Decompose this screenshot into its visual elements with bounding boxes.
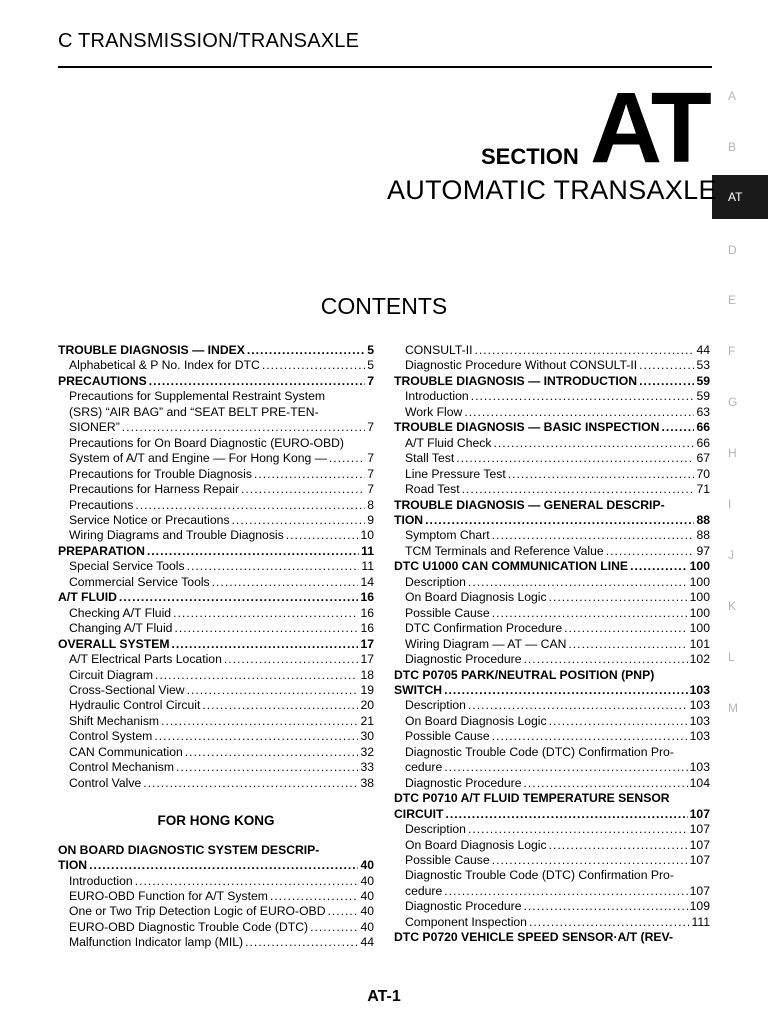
toc-entry-title: Cross-Sectional View — [69, 682, 185, 697]
toc-entry-title: TROUBLE DIAGNOSIS — BASIC INSPECTION — [394, 420, 660, 435]
toc-leader-dots — [508, 467, 695, 482]
toc-leader-dots — [174, 621, 358, 636]
toc-entry[interactable] — [394, 853, 710, 868]
toc-page-number: 40 — [360, 873, 374, 888]
toc-leader-dots — [468, 698, 688, 713]
toc-entry-title: CAN Communication — [69, 744, 183, 759]
toc-page-number: 101 — [689, 636, 710, 651]
toc-section-entry[interactable] — [394, 930, 710, 945]
toc-page-number: 100 — [689, 559, 710, 574]
toc-entry[interactable] — [394, 590, 710, 605]
toc-page-number: 100 — [689, 574, 710, 589]
toc-entry-line: Precautions for On Board Diagnostic (EURO-OBD) — [69, 435, 344, 450]
toc-page-number: 70 — [696, 466, 710, 481]
toc-entry[interactable] — [394, 868, 710, 899]
toc-entry[interactable] — [394, 698, 710, 713]
toc-leader-dots — [241, 482, 365, 497]
toc-entry-title: Symptom Chart — [405, 528, 490, 543]
toc-section-entry[interactable] — [58, 637, 374, 652]
toc-left-column — [58, 343, 374, 951]
toc-page-number: 32 — [360, 744, 374, 759]
toc-leader-dots — [155, 668, 358, 683]
toc-leader-dots — [462, 482, 695, 497]
toc-entry[interactable] — [58, 683, 374, 698]
toc-leader-dots — [119, 590, 359, 605]
toc-leader-dots — [529, 915, 690, 930]
toc-entry[interactable] — [394, 467, 710, 482]
section-tab-d[interactable]: D — [728, 243, 737, 257]
toc-page-number: 19 — [360, 682, 374, 697]
toc-page-number: 20 — [360, 698, 374, 713]
toc-entry-title: Stall Test — [405, 451, 455, 466]
toc-entry[interactable] — [394, 822, 710, 837]
toc-page-number: 16 — [360, 590, 374, 605]
toc-leader-dots — [492, 528, 695, 543]
toc-entry-line: ON BOARD DIAGNOSTIC SYSTEM DESCRIP- — [58, 842, 320, 857]
toc-leader-dots — [524, 776, 688, 791]
toc-entry[interactable] — [58, 358, 374, 373]
toc-page-number: 59 — [696, 373, 710, 388]
toc-entry-title: Precautions for Trouble Diagnosis — [69, 466, 252, 481]
toc-page-number: 103 — [689, 682, 710, 697]
toc-leader-dots — [444, 760, 687, 775]
toc-page-number: 107 — [689, 852, 710, 867]
toc-leader-dots — [154, 729, 358, 744]
toc-entry[interactable] — [58, 513, 374, 528]
toc-leader-dots — [549, 714, 688, 729]
toc-entry-title: Service Notice or Precautions — [69, 512, 230, 527]
toc-section-entry[interactable] — [58, 544, 374, 559]
toc-leader-dots — [245, 935, 358, 950]
toc-entry[interactable] — [58, 575, 374, 590]
toc-entry[interactable] — [58, 745, 374, 760]
toc-entry-title: Changing A/T Fluid — [69, 621, 173, 636]
toc-entry-title: cedure — [405, 883, 443, 898]
toc-leader-dots — [639, 374, 694, 389]
toc-leader-dots — [135, 874, 359, 889]
toc-entry[interactable] — [58, 760, 374, 775]
toc-page-number: 11 — [361, 543, 374, 558]
toc-page-number: 88 — [696, 512, 710, 527]
toc-entry-title: DTC U1000 CAN COMMUNICATION LINE — [394, 559, 629, 574]
toc-entry[interactable] — [58, 621, 374, 636]
toc-page-number: 10 — [360, 528, 374, 543]
toc-entry-title: On Board Diagnosis Logic — [405, 713, 547, 728]
toc-entry[interactable] — [394, 358, 710, 373]
toc-page-number: 100 — [689, 590, 710, 605]
toc-page-number: 7 — [367, 420, 374, 435]
toc-page-number: 103 — [689, 760, 710, 775]
toc-entry-line: (SRS) “AIR BAG” and “SEAT BELT PRE-TEN- — [69, 404, 319, 419]
toc-entry[interactable] — [394, 528, 710, 543]
toc-page-number: 9 — [367, 512, 374, 527]
toc-leader-dots — [639, 358, 694, 373]
toc-entry-title: Wiring Diagram — AT — CAN — [405, 636, 567, 651]
toc-page-number: 44 — [696, 343, 710, 357]
toc-entry[interactable] — [394, 652, 710, 667]
toc-page-number: 14 — [360, 574, 374, 589]
section-tab-j[interactable]: J — [728, 548, 734, 562]
toc-page-number: 107 — [689, 822, 710, 837]
toc-entry-title: Wiring Diagrams and Trouble Diagnosis — [69, 528, 284, 543]
section-tab-i[interactable]: I — [728, 497, 732, 511]
toc-leader-dots — [310, 920, 358, 935]
toc-entry[interactable] — [58, 467, 374, 482]
toc-entry-title: Precautions for Harness Repair — [69, 482, 240, 497]
toc-leader-dots — [524, 899, 688, 914]
toc-subheading: FOR HONG KONG — [157, 813, 275, 829]
toc-leader-dots — [493, 436, 694, 451]
toc-page-number: 40 — [360, 858, 374, 873]
toc-entry-title: DTC Confirmation Procedure — [405, 621, 563, 636]
toc-entry-title: Possible Cause — [405, 729, 490, 744]
toc-page-number: 11 — [361, 559, 374, 574]
toc-entry-title: CIRCUIT — [394, 806, 444, 821]
toc-entry[interactable] — [394, 451, 710, 466]
toc-page-number: 18 — [360, 667, 374, 682]
toc-entry[interactable] — [58, 904, 374, 919]
toc-page-number: 59 — [696, 389, 710, 404]
toc-entry-title: CONSULT-II — [405, 343, 473, 357]
toc-page-number: 5 — [367, 358, 374, 373]
toc-entry-title: TCM Terminals and Reference Value — [405, 543, 604, 558]
toc-page-number: 7 — [367, 466, 374, 481]
toc-leader-dots — [329, 451, 365, 466]
toc-entry-title: A/T Electrical Parts Location — [69, 652, 222, 667]
toc-entry-title: TROUBLE DIAGNOSIS — INDEX — [58, 343, 245, 357]
toc-section-entry[interactable] — [394, 791, 710, 822]
toc-page-number: 30 — [360, 729, 374, 744]
toc-page-number: 63 — [696, 404, 710, 419]
toc-leader-dots — [161, 714, 358, 729]
toc-leader-dots — [445, 807, 687, 822]
toc-leader-dots — [425, 513, 694, 528]
toc-page-number: 71 — [696, 482, 710, 497]
toc-entry-title: Line Pressure Test — [405, 466, 506, 481]
page-header-title: C TRANSMISSION/TRANSAXLE — [58, 30, 360, 52]
toc-entry-title: Control Valve — [69, 775, 142, 790]
toc-leader-dots — [176, 760, 358, 775]
toc-entry-title: Diagnostic Procedure Without CONSULT-II — [405, 358, 638, 373]
section-tabs — [712, 70, 768, 750]
toc-entry-title: cedure — [405, 760, 443, 775]
header-rule — [58, 66, 712, 68]
toc-entry-title: OVERALL SYSTEM — [58, 636, 170, 651]
toc-entry-title: TROUBLE DIAGNOSIS — INTRODUCTION — [394, 373, 638, 388]
toc-leader-dots — [606, 544, 695, 559]
toc-entry[interactable] — [394, 575, 710, 590]
toc-leader-dots — [187, 683, 359, 698]
toc-entry[interactable] — [394, 482, 710, 497]
toc-entry-title: A/T Fluid Check — [405, 435, 492, 450]
toc-page-number: 103 — [689, 729, 710, 744]
toc-page-number: 8 — [367, 497, 374, 512]
toc-leader-dots — [492, 606, 688, 621]
toc-leader-dots — [185, 745, 359, 760]
contents-heading: CONTENTS — [320, 293, 448, 319]
toc-section-entry[interactable] — [394, 498, 710, 529]
toc-leader-dots — [456, 451, 694, 466]
section-tab-at[interactable]: AT — [712, 175, 768, 219]
toc-entry-title: Checking A/T Fluid — [69, 605, 172, 620]
toc-page-number: 44 — [360, 935, 374, 950]
toc-leader-dots — [328, 904, 359, 919]
section-tab-k[interactable]: K — [728, 599, 737, 613]
toc-entry-title: Introduction — [405, 389, 469, 404]
toc-leader-dots — [202, 698, 358, 713]
toc-entry[interactable] — [394, 776, 710, 791]
toc-leader-dots — [564, 621, 688, 636]
toc-entry[interactable] — [394, 621, 710, 636]
toc-entry-title: EURO-OBD Function for A/T System — [69, 888, 268, 903]
toc-entry[interactable] — [58, 498, 374, 513]
toc-entry-title: Description — [405, 574, 466, 589]
toc-entry-title: A/T FLUID — [58, 590, 117, 605]
toc-entry-title: Control System — [69, 729, 153, 744]
toc-entry-title: Description — [405, 698, 466, 713]
section-tab-e[interactable]: E — [728, 293, 737, 307]
toc-entry[interactable] — [394, 838, 710, 853]
toc-leader-dots — [524, 652, 688, 667]
toc-leader-dots — [270, 889, 359, 904]
toc-entry-title: Possible Cause — [405, 605, 490, 620]
toc-section-entry[interactable] — [394, 374, 710, 389]
toc-leader-dots — [135, 498, 365, 513]
section-tab-h[interactable]: H — [728, 446, 737, 460]
toc-page-number: 100 — [689, 621, 710, 636]
toc-leader-dots — [143, 776, 358, 791]
toc-entry-line: Precautions for Supplemental Restraint System — [69, 389, 326, 404]
toc-entry-title: Possible Cause — [405, 852, 490, 867]
toc-entry[interactable] — [58, 920, 374, 935]
toc-entry-line: DTC P0710 A/T FLUID TEMPERATURE SENSOR — [394, 791, 670, 806]
toc-leader-dots — [492, 853, 688, 868]
toc-leader-dots — [224, 652, 359, 667]
toc-entry-title: PRECAUTIONS — [58, 373, 147, 388]
toc-leader-dots — [549, 838, 688, 853]
toc-page-number: 111 — [691, 914, 710, 929]
toc-page-number: 53 — [696, 358, 710, 373]
toc-section-entry[interactable] — [58, 374, 374, 389]
toc-entry[interactable] — [58, 874, 374, 889]
toc-leader-dots — [568, 637, 687, 652]
toc-entry[interactable] — [394, 343, 710, 358]
toc-entry-title: Commercial Service Tools — [69, 574, 210, 589]
toc-entry-title: Road Test — [405, 482, 460, 497]
toc-entry[interactable] — [58, 714, 374, 729]
toc-page-number: 100 — [689, 605, 710, 620]
toc-leader-dots — [468, 822, 688, 837]
toc-entry-title: TION — [394, 512, 424, 527]
toc-leader-dots — [89, 858, 358, 873]
toc-entry-title: Introduction — [69, 873, 133, 888]
toc-leader-dots — [492, 729, 688, 744]
toc-entry-line: Diagnostic Trouble Code (DTC) Confirmation Pro- — [405, 744, 674, 759]
toc-page-number: 7 — [367, 373, 374, 388]
toc-entry-title: Circuit Diagram — [69, 667, 153, 682]
toc-entry[interactable] — [58, 652, 374, 667]
toc-entry[interactable] — [58, 668, 374, 683]
toc-section-entry[interactable] — [58, 843, 374, 874]
toc-entry[interactable] — [58, 935, 374, 950]
toc-entry-title: Component Inspection — [405, 914, 527, 929]
toc-entry[interactable] — [58, 482, 374, 497]
toc-page-number: 66 — [696, 435, 710, 450]
toc-leader-dots — [661, 420, 694, 435]
toc-entry-title: Hydraulic Control Circuit — [69, 698, 201, 713]
toc-entry-title: Malfunction Indicator lamp (MIL) — [69, 935, 244, 950]
toc-page-number: 103 — [689, 698, 710, 713]
toc-entry[interactable] — [394, 745, 710, 776]
toc-page-number: 40 — [360, 888, 374, 903]
toc-leader-dots — [187, 559, 360, 574]
toc-page-number: 102 — [689, 652, 710, 667]
toc-entry-title: Precautions — [69, 497, 134, 512]
toc-section-entry[interactable] — [394, 559, 710, 574]
toc-leader-dots — [262, 358, 365, 373]
toc-leader-dots — [173, 606, 358, 621]
section-tab-a[interactable]: A — [728, 89, 737, 103]
toc-entry[interactable] — [58, 559, 374, 574]
toc-entry[interactable] — [58, 528, 374, 543]
toc-leader-dots — [212, 575, 359, 590]
toc-entry[interactable] — [58, 389, 374, 435]
toc-page-number: 107 — [689, 837, 710, 852]
toc-section-entry[interactable] — [394, 420, 710, 435]
toc-entry[interactable] — [394, 637, 710, 652]
toc-page-number: 66 — [696, 420, 710, 435]
toc-page-number: 103 — [689, 713, 710, 728]
toc-leader-dots — [464, 405, 694, 420]
toc-leader-dots — [468, 575, 688, 590]
toc-leader-dots — [147, 544, 359, 559]
section-name: AUTOMATIC TRANSAXLE — [387, 175, 717, 205]
toc-page-number: 88 — [696, 528, 710, 543]
toc-page-number: 97 — [696, 543, 710, 558]
toc-entry[interactable] — [58, 436, 374, 467]
toc-entry[interactable] — [394, 405, 710, 420]
toc-page-number: 7 — [367, 482, 374, 497]
toc-entry[interactable] — [394, 714, 710, 729]
toc-page-number: 16 — [360, 605, 374, 620]
toc-entry-title: Work Flow — [405, 404, 463, 419]
toc-page-number: 16 — [360, 621, 374, 636]
toc-page-number: 40 — [360, 904, 374, 919]
toc-page-number: 109 — [689, 899, 710, 914]
section-tab-g[interactable]: G — [728, 395, 738, 409]
toc-entry-title: On Board Diagnosis Logic — [405, 837, 547, 852]
toc-entry[interactable] — [394, 389, 710, 404]
toc-leader-dots — [549, 590, 688, 605]
toc-page-number: 17 — [360, 652, 374, 667]
toc-page-number: 38 — [360, 775, 374, 790]
toc-entry-line: TROUBLE DIAGNOSIS — GENERAL DESCRIP- — [394, 497, 665, 512]
section-tab-l[interactable]: L — [728, 650, 735, 664]
toc-entry-title: Alphabetical & P No. Index for DTC — [69, 358, 260, 373]
toc-page-number: 67 — [696, 451, 710, 466]
toc-entry-title: On Board Diagnosis Logic — [405, 590, 547, 605]
toc-entry[interactable] — [58, 606, 374, 621]
toc-entry-title: SIONER” — [69, 420, 120, 435]
toc-entry[interactable] — [394, 544, 710, 559]
toc-entry-title: Shift Mechanism — [69, 713, 160, 728]
toc-section-entry[interactable] — [58, 343, 374, 358]
toc-leader-dots — [444, 884, 687, 899]
toc-entry[interactable] — [394, 606, 710, 621]
section-tab-b[interactable]: B — [728, 140, 737, 154]
section-word: SECTION — [481, 144, 579, 169]
toc-page-number: 5 — [367, 343, 374, 357]
toc-entry-title: DTC P0720 VEHICLE SPEED SENSOR·A/T (REV- — [394, 930, 674, 945]
toc-entry-title: Diagnostic Procedure — [405, 652, 522, 667]
toc-right-column — [394, 343, 710, 946]
toc-entry-title: PREPARATION — [58, 543, 145, 558]
toc-entry-title: One or Two Trip Detection Logic of EURO-OBD — [69, 904, 326, 919]
toc-entry-line: Diagnostic Trouble Code (DTC) Confirmation Pro- — [405, 868, 674, 883]
toc-page-number: 33 — [360, 760, 374, 775]
toc-page-number: 21 — [360, 713, 374, 728]
toc-page-number: 40 — [360, 919, 374, 934]
toc-leader-dots — [471, 389, 695, 404]
toc-entry[interactable] — [394, 436, 710, 451]
toc-leader-dots — [172, 637, 359, 652]
toc-leader-dots — [630, 559, 688, 574]
toc-entry-title: System of A/T and Engine — For Hong Kong — — [69, 451, 327, 466]
toc-leader-dots — [232, 513, 366, 528]
toc-section-entry[interactable] — [58, 590, 374, 605]
toc-leader-dots — [475, 343, 695, 358]
toc-entry-title: Control Mechanism — [69, 760, 174, 775]
toc-page-number: 107 — [689, 806, 710, 821]
toc-entry-title: EURO-OBD Diagnostic Trouble Code (DTC) — [69, 919, 309, 934]
toc-leader-dots — [247, 343, 365, 358]
toc-page-number: 104 — [689, 775, 710, 790]
toc-entry-title: Special Service Tools — [69, 559, 185, 574]
toc-entry[interactable] — [394, 915, 710, 930]
toc-entry-title: TION — [58, 858, 88, 873]
toc-entry[interactable] — [394, 729, 710, 744]
toc-entry-title: Diagnostic Procedure — [405, 775, 522, 790]
toc-entry[interactable] — [58, 698, 374, 713]
toc-leader-dots — [444, 683, 688, 698]
toc-entry[interactable] — [58, 729, 374, 744]
page-number: AT-1 — [367, 988, 401, 1005]
toc-entry[interactable] — [394, 899, 710, 914]
toc-entry-title: Diagnostic Procedure — [405, 899, 522, 914]
toc-leader-dots — [254, 467, 365, 482]
toc-entry[interactable] — [58, 776, 374, 791]
toc-page-number: 17 — [360, 636, 374, 651]
toc-entry-title: Description — [405, 822, 466, 837]
toc-page-number: 107 — [689, 883, 710, 898]
section-tab-m[interactable]: M — [728, 701, 738, 715]
toc-entry-title: SWITCH — [394, 682, 443, 697]
toc-section-entry[interactable] — [394, 668, 710, 699]
section-code: AT — [590, 72, 708, 184]
section-tab-f[interactable]: F — [728, 344, 736, 358]
toc-entry-line: DTC P0705 PARK/NEUTRAL POSITION (PNP) — [394, 667, 655, 682]
toc-page-number: 7 — [367, 451, 374, 466]
toc-leader-dots — [149, 374, 366, 389]
toc-entry[interactable] — [58, 889, 374, 904]
toc-leader-dots — [122, 420, 365, 435]
toc-leader-dots — [286, 528, 359, 543]
